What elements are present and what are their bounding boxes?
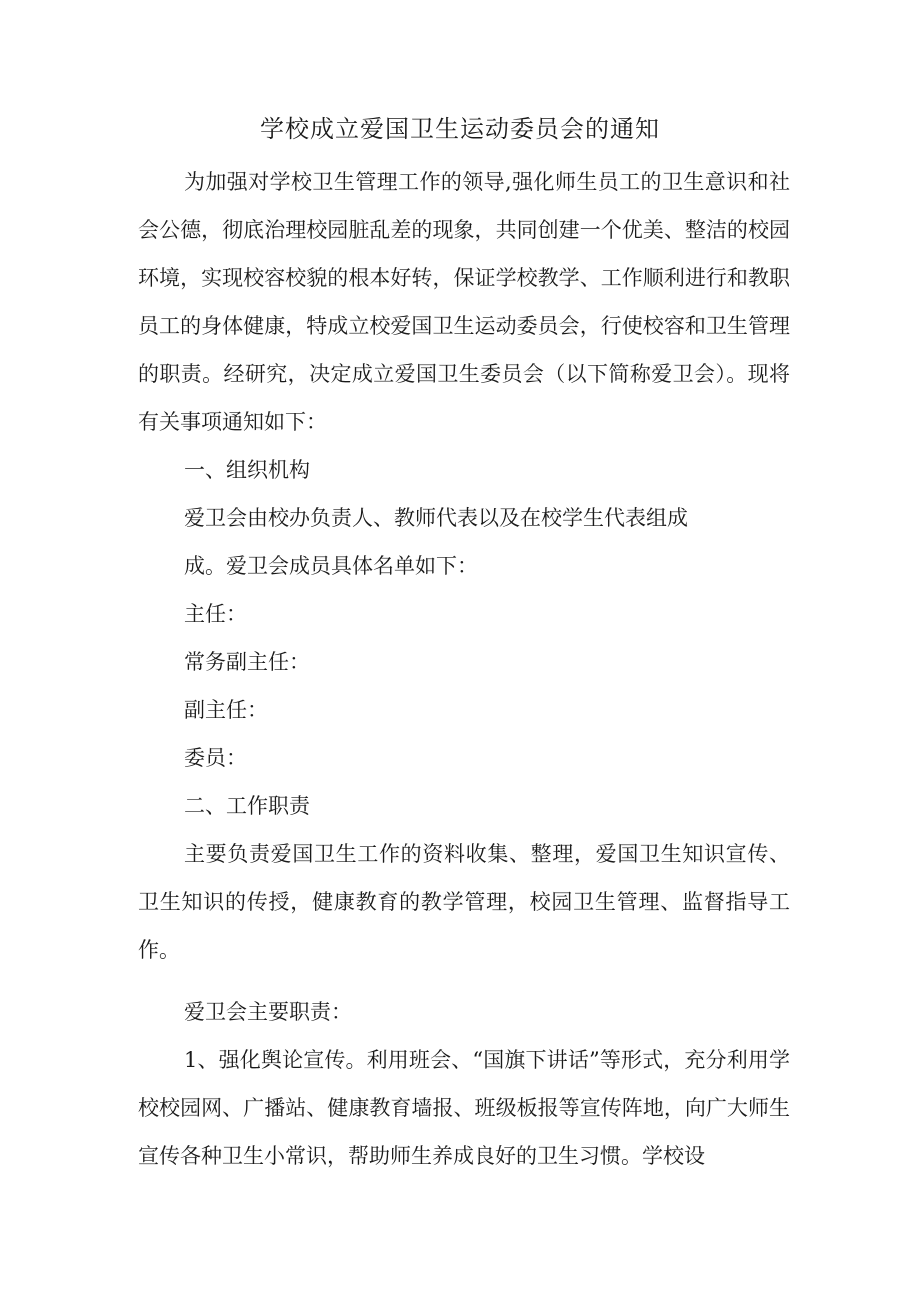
paragraph-duty-1: 1、强化舆论宣传。利用班会、“国旗下讲话”等形式，充分利用学校校园网、广播站、健康教育墙报、班级板报等宣传阵地，向广大师生宣传各种卫生小常识，帮助师生养成良好的卫生习惯。学校设 [138,1048,790,1168]
document-body [138,158,790,1180]
paragraph-member-list-intro: 成。爱卫会成员具体名单如下： [184,554,478,578]
heading-main-duties: 爱卫会主要职责： [184,1000,352,1024]
role-members: 委员： [184,746,247,770]
paragraph-composition: 爱卫会由校办负责人、教师代表以及在校学生代表组成 [184,506,688,530]
role-executive-deputy-director: 常务副主任： [184,650,310,674]
document-title: 学校成立爱国卫生运动委员会的通知 [260,115,660,143]
role-director: 主任： [184,602,247,626]
heading-organization: 一、组织机构 [184,458,310,482]
paragraph-intro: 为加强对学校卫生管理工作的领导,强化师生员工的卫生意识和社会公德，彻底治理校园脏乱差的现象，共同创建一个优美、整洁的校园环境，实现校容校貌的根本好转，保证学校教学、工作顺利进行和教职员工的身体健康，特成立校爱国卫生运动委员会，行使校容和卫生管理的职责。经研究，决定成立爱国卫生委员会（以下简称爱卫会）。现将有关事项通知如下： [138,170,790,434]
role-deputy-director: 副主任： [184,698,268,722]
heading-responsibilities: 二、工作职责 [184,794,310,818]
paragraph-responsibilities: 主要负责爱国卫生工作的资料收集、整理，爱国卫生知识宣传、卫生知识的传授，健康教育的教学管理，校园卫生管理、监督指导工作。 [138,842,790,962]
